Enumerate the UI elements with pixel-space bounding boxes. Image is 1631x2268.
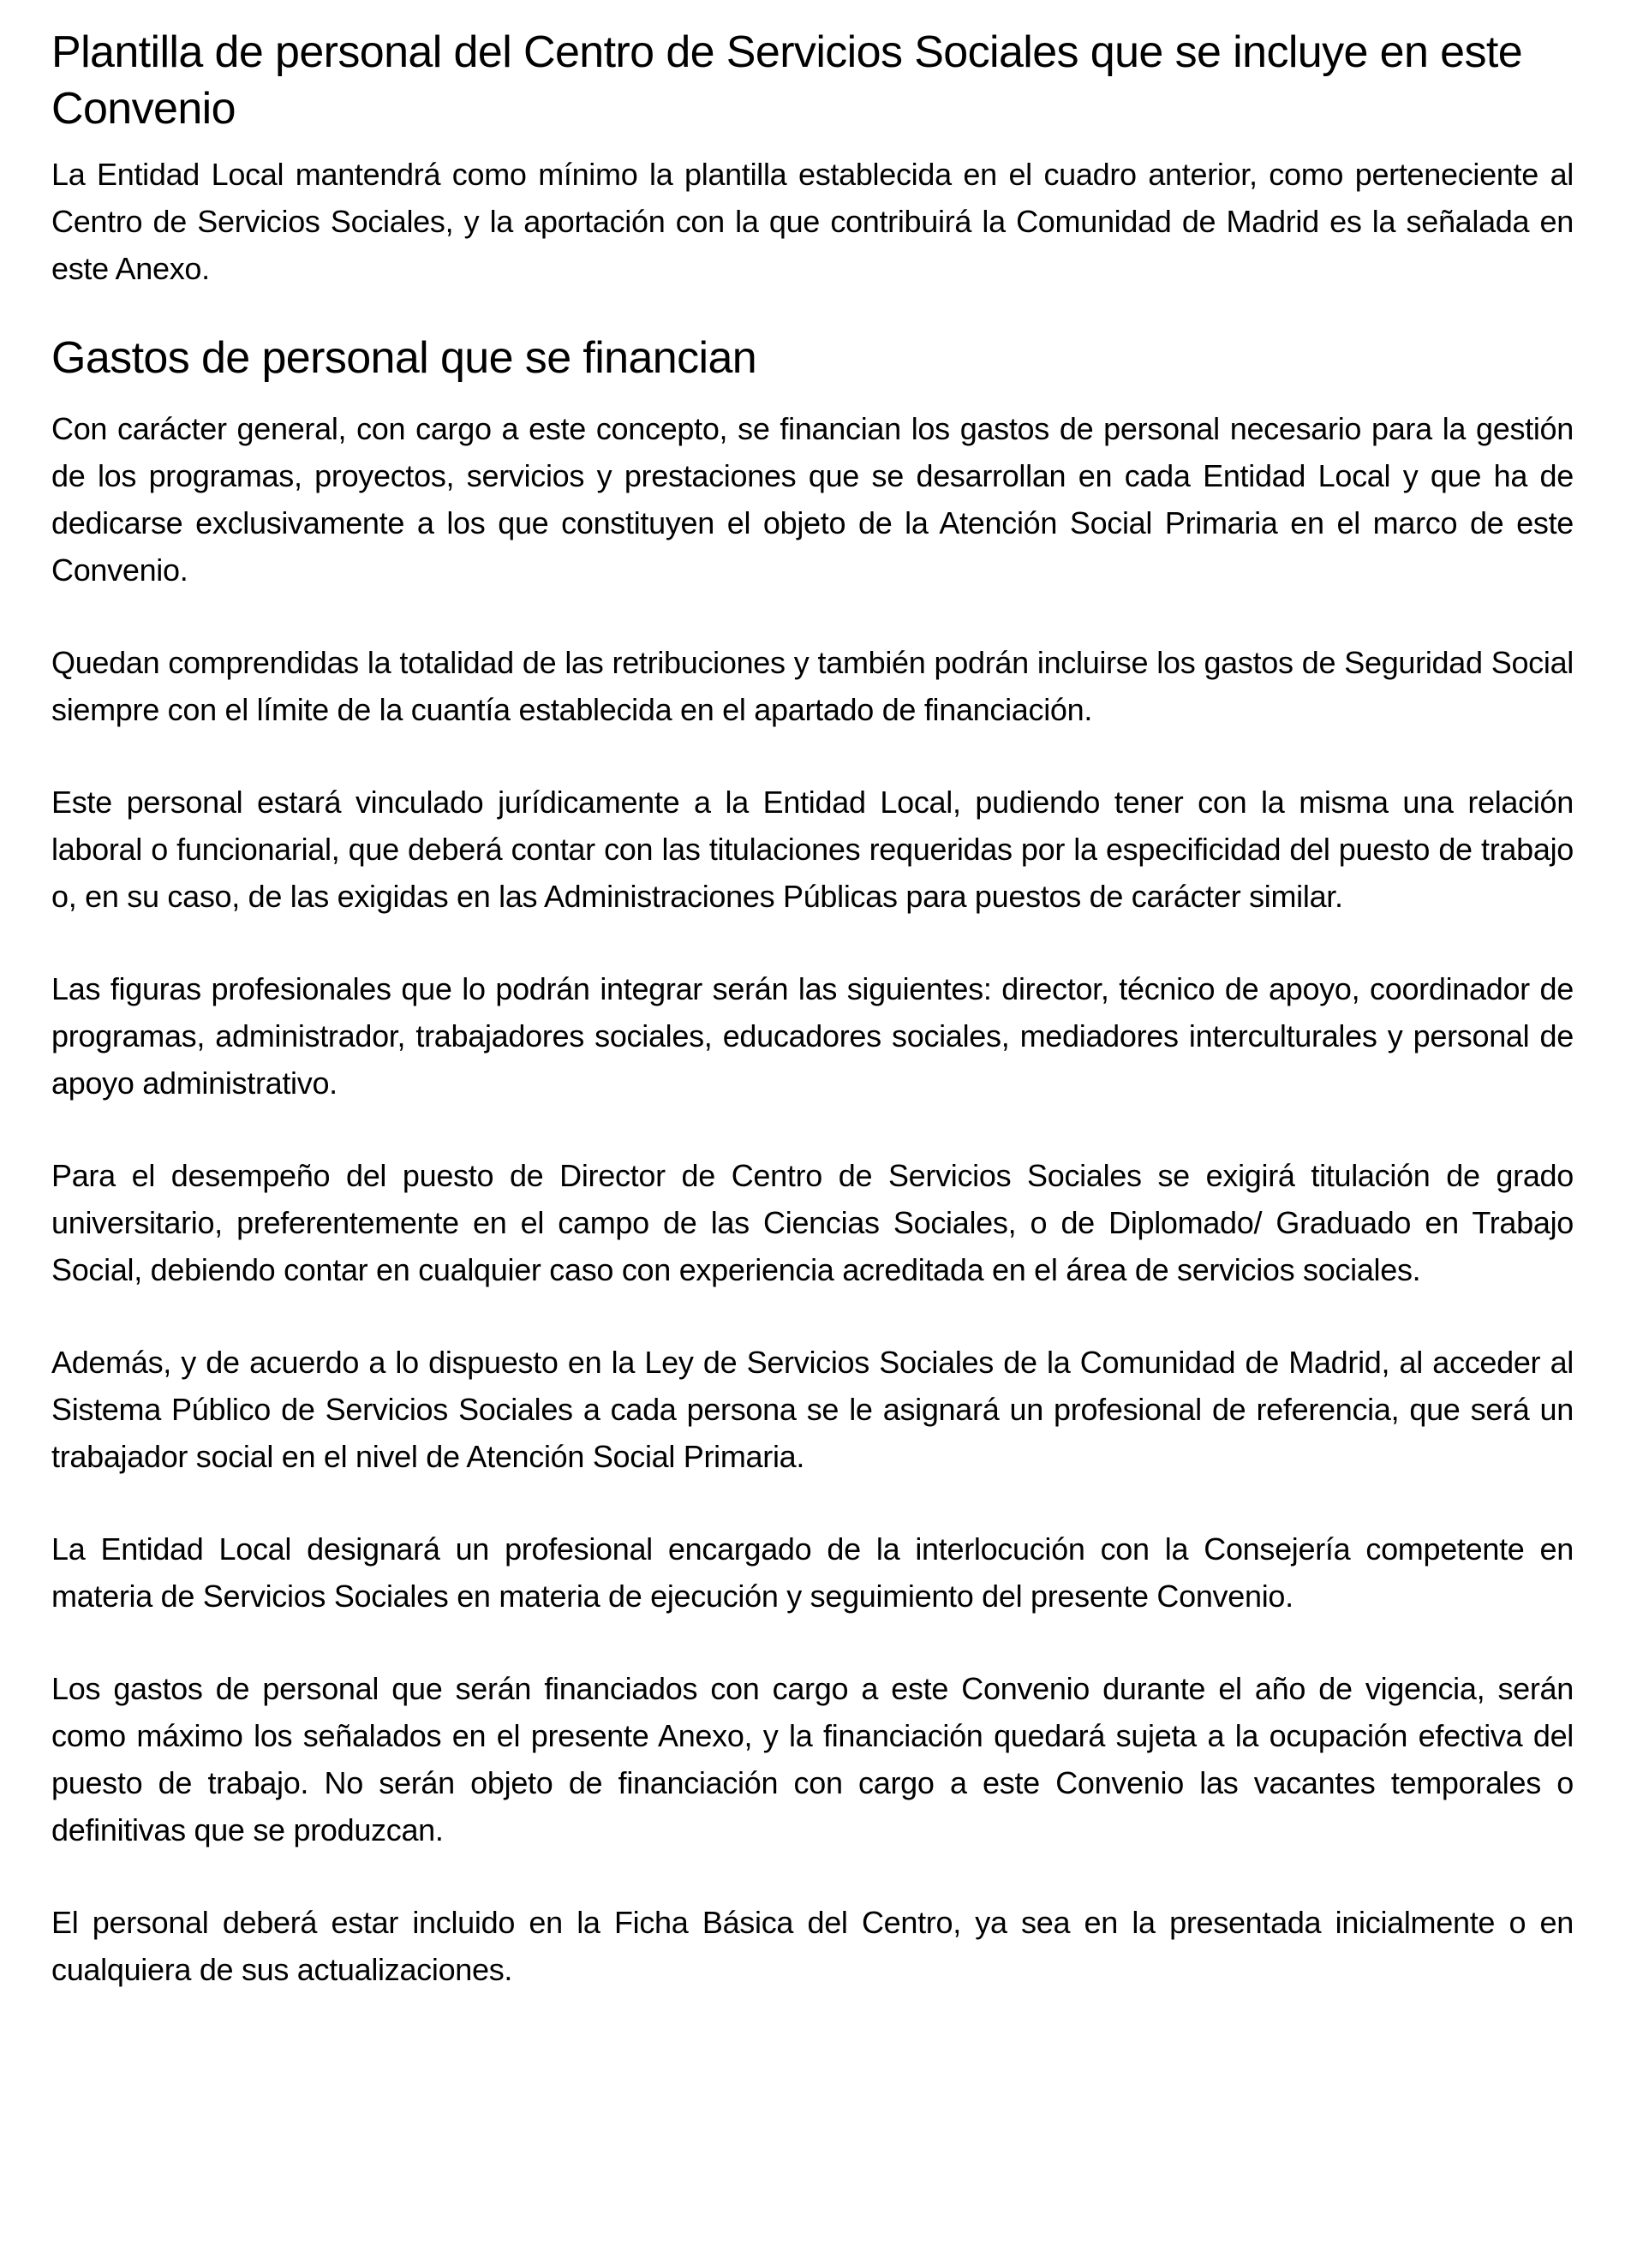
paragraph-plantilla: La Entidad Local mantendrá como mínimo la plantilla establecida en el cuadro anterior, como perteneciente al Centro de Servicios Sociales, y la aportación con la que contribuirá la Comunidad de Madrid es la señalada en este Anexo. xyxy=(51,157,1574,286)
paragraph-financiacion: Los gastos de personal que serán financiados con cargo a este Convenio durante el año de vigencia, serán como máximo los señalados en el presente Anexo, y la financiación quedará sujeta a la ocupación efectiva del puesto de trabajo. No serán objeto de financiación con cargo a este Convenio las vacantes temporales o definitivas que se produzcan. xyxy=(51,1671,1574,1847)
paragraph-director: Para el desempeño del puesto de Director de Centro de Servicios Sociales se exigirá titulación de grado universitario, preferentemente en el campo de las Ciencias Sociales, o de Diplomado/ Graduado en Trabajo Social, debiendo contar en cualquier caso con experiencia acreditada en el área de servicios sociales. xyxy=(51,1158,1574,1287)
paragraph-profesional-referencia: Además, y de acuerdo a lo dispuesto en la Ley de Servicios Sociales de la Comunidad de Madrid, al acceder al Sistema Público de Servicios Sociales a cada persona se le asignará un profesional de referencia, que será un trabajador social en el nivel de Atención Social Primaria. xyxy=(51,1345,1574,1474)
paragraph-interlocucion: La Entidad Local designará un profesional encargado de la interlocución con la Consejería competente en materia de Servicios Sociales en materia de ejecución y seguimiento del presente Convenio. xyxy=(51,1531,1574,1614)
paragraph-figuras-profesionales: Las figuras profesionales que lo podrán integrar serán las siguientes: director, técnico de apoyo, coordinador de programas, administrador, trabajadores sociales, educadores sociales, mediadores interculturales y personal de apoyo administrativo. xyxy=(51,971,1574,1101)
paragraph-ficha-basica: El personal deberá estar incluido en la Ficha Básica del Centro, ya sea en la presentada inicialmente o en cualquiera de sus actualizaciones. xyxy=(51,1905,1574,1987)
paragraph-caracter-general: Con carácter general, con cargo a este concepto, se financian los gastos de personal necesario para la gestión de los programas, proyectos, servicios y prestaciones que se desarrollan en cada Entidad Local y que ha de dedicarse exclusivamente a los que constituyen el objeto de la Atención Social Primaria en el marco de este Convenio. xyxy=(51,411,1574,588)
paragraph-vinculacion: Este personal estará vinculado jurídicamente a la Entidad Local, pudiendo tener con la misma una relación laboral o funcionarial, que deberá contar con las titulaciones requeridas por la especificidad del puesto de trabajo o, en su caso, de las exigidas en las Administraciones Públicas para puestos de carácter similar. xyxy=(51,785,1574,914)
document-page xyxy=(51,24,1574,2038)
section-title-plantilla: Plantilla de personal del Centro de Servicios Sociales que se incluye en este Convenio xyxy=(51,27,1523,134)
paragraph-retribuciones: Quedan comprendidas la totalidad de las retribuciones y también podrán incluirse los gastos de Seguridad Social siempre con el límite de la cuantía establecida en el apartado de financiación. xyxy=(51,645,1574,727)
section-title-gastos: Gastos de personal que se financian xyxy=(51,333,757,383)
